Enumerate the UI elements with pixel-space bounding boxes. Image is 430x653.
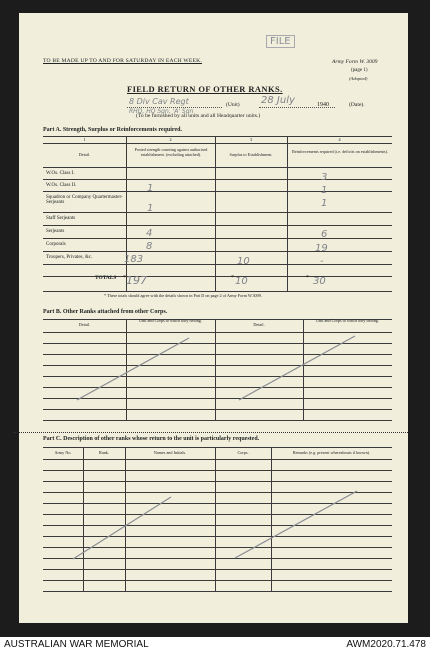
part-b-col-detail-2: Detail.	[253, 322, 265, 327]
col-number-2: 2	[169, 137, 172, 142]
part-c-col-army-no: Army No.	[54, 450, 72, 455]
row-label-staff-sgt: Staff Serjeants	[46, 216, 76, 221]
totals-asterisk-1: *	[123, 275, 126, 281]
col-number-4: 4	[338, 137, 341, 142]
col-header-detail: Detail.	[78, 152, 91, 157]
row-label-sqmsgt: Squadron or Company Quartermaster-Serjeants	[46, 195, 123, 206]
totals-label: TOTALS	[95, 275, 117, 281]
col-number-1: 1	[83, 137, 86, 142]
part-c-col-corps: Corps.	[237, 450, 249, 455]
col-header-posted-strength: Posted strength counting against authorised establishment. (excluding attached).	[134, 147, 208, 157]
footer-institution: AUSTRALIAN WAR MEMORIAL	[4, 639, 149, 650]
part-c-col-rank: Rank.	[99, 450, 109, 455]
part-b-heading: Part B. Other Ranks attached from other Corps.	[43, 309, 168, 315]
unit-label: (Unit)	[226, 102, 240, 108]
reinf-troopers: -	[320, 256, 324, 267]
part-b-col-unit-2: Unit and Corps to which they belong.	[316, 318, 379, 323]
reinf-wo1: 3	[321, 172, 328, 183]
posted-corporals: 8	[146, 241, 153, 252]
part-b-col-unit-1: Unit and Corps to which they belong.	[139, 318, 202, 323]
part-a-heading: Part A. Strength, Surplus or Reinforcements required.	[43, 127, 182, 133]
totals-asterisk-3: *	[306, 275, 309, 281]
part-c-col-remarks: Remarks (e.g. present whereabouts if known).	[292, 450, 371, 455]
row-label-serjeants: Serjeants	[46, 229, 65, 234]
part-c-strike-right	[19, 13, 408, 623]
part-b-col-detail-1: Detail.	[78, 322, 91, 327]
totals-asterisk-2: *	[231, 275, 234, 281]
row-label-wo2: W.Os. Class II.	[46, 183, 77, 188]
army-form-number: Army Form W. 3009	[332, 59, 378, 65]
col-number-3: 3	[249, 137, 253, 142]
date-label: (Date).	[349, 102, 365, 108]
surplus-troopers: 10	[237, 256, 250, 267]
part-a-footnote: * These totals should agree with the details shown in Part D on page 2 of Army Form W.3009.	[104, 293, 262, 298]
date-handwriting: 28 July	[261, 95, 295, 106]
unit-handwriting-line2: RHQ, HQ Sqn, 'A' Sqn	[129, 108, 194, 115]
reinf-serjeants: 6	[321, 229, 328, 240]
total-reinf: 30	[313, 276, 326, 287]
total-surplus: 10	[235, 276, 248, 287]
reinf-wo2: 1	[321, 185, 328, 196]
furnish-note: (To be furnished by all units and all Headquarter units.)	[136, 113, 261, 119]
posted-wo2: 1	[147, 183, 154, 194]
reinf-sqmsgt: 1	[321, 198, 328, 209]
row-label-wo1: W.Os. Class I.	[46, 171, 75, 176]
part-c-heading: Part C. Description of other ranks whose return to the unit is particularly requested.	[43, 436, 260, 442]
posted-sqmsgt: 1	[147, 203, 154, 214]
col-header-surplus: Surplus to Establishment.	[229, 152, 273, 157]
row-label-corporals: Corporals	[46, 242, 66, 247]
row-label-troopers: Troopers, Privates, &c.	[46, 255, 93, 260]
page-number: (page 1)	[351, 68, 368, 73]
adopted-note: (Adopted)	[349, 76, 368, 81]
reinf-corporals: 19	[315, 243, 328, 254]
top-instruction: TO BE MADE UP TO AND FOR SATURDAY IN EACH WEEK.	[43, 58, 202, 64]
year: 1940	[317, 102, 329, 108]
footer-accession-number: AWM2020.71.478	[346, 639, 426, 650]
form-sheet	[19, 13, 408, 623]
form-title: FIELD RETURN OF OTHER RANKS.	[127, 84, 283, 94]
posted-troopers: 183	[124, 254, 144, 265]
posted-serjeants: 4	[146, 228, 153, 239]
file-stamp: FILE	[266, 35, 295, 48]
part-c-col-names: Names and Initials.	[153, 450, 187, 455]
col-header-reinforcements: Reinforcements required (i.e. deficits on establishments).	[292, 149, 388, 154]
archive-footer	[0, 637, 430, 653]
unit-handwriting-line1: 8 Div Cav Regt	[129, 97, 189, 106]
total-posted: 197	[126, 274, 147, 287]
